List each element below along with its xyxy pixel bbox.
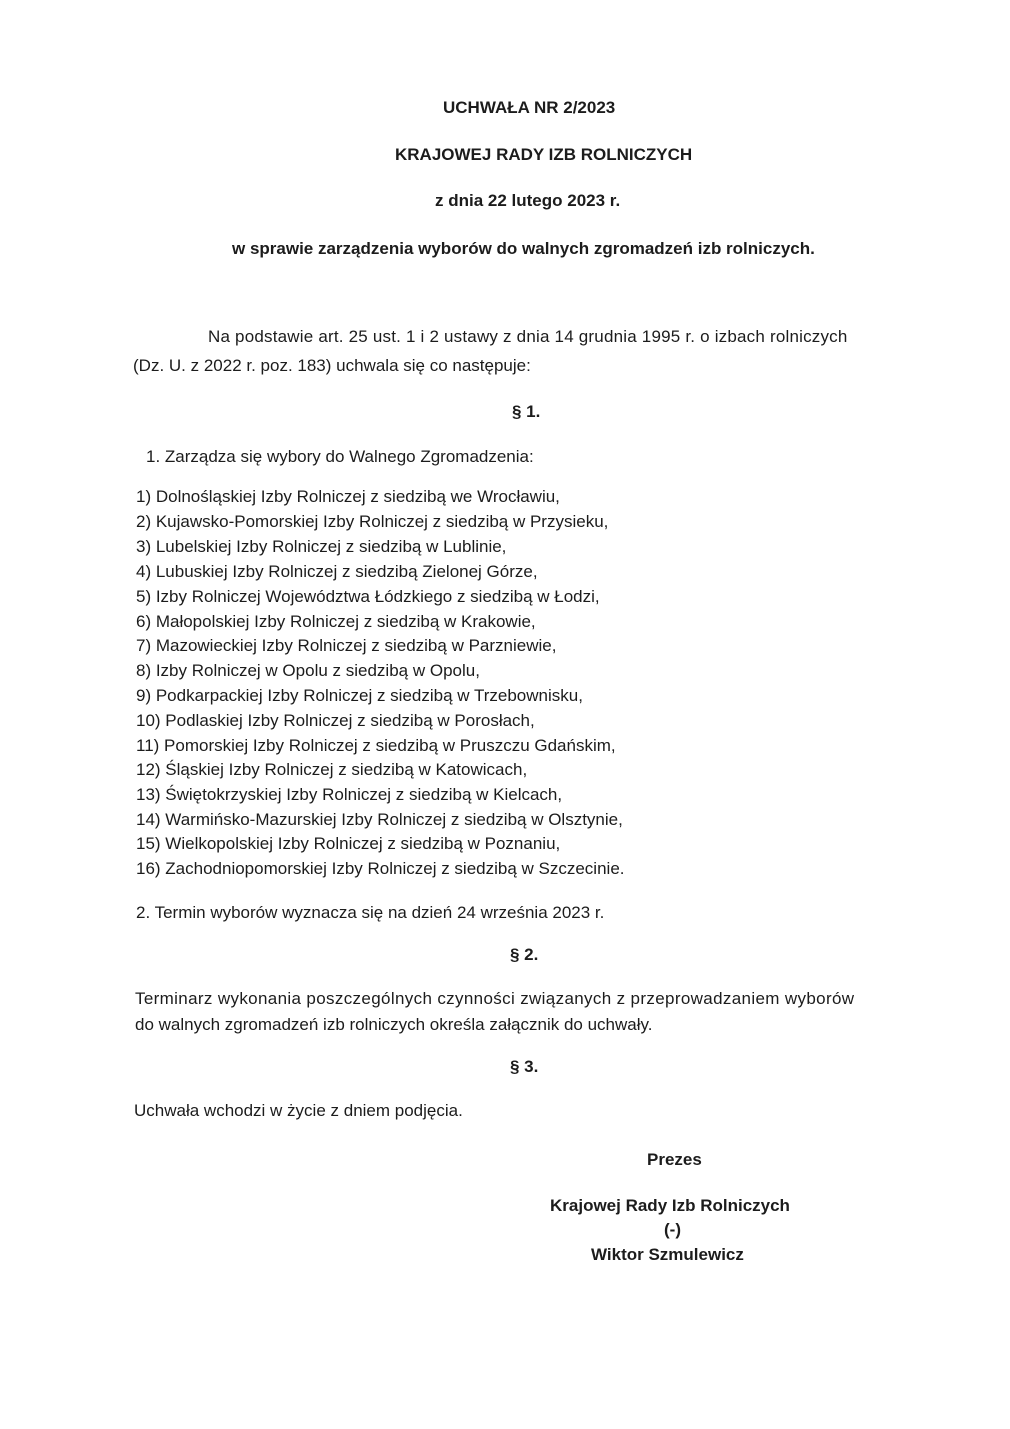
list-item: 16) Zachodniopomorskiej Izby Rolniczej z siedzibą w Szczecinie. <box>136 859 625 878</box>
section-3-text: Uchwała wchodzi w życie z dniem podjęcia. <box>134 1101 463 1120</box>
section-1-point-2: 2. Termin wyborów wyznacza się na dzień 24 września 2023 r. <box>136 903 605 922</box>
list-item: 9) Podkarpackiej Izby Rolniczej z siedzibą w Trzebownisku, <box>136 686 583 705</box>
list-item: 13) Świętokrzyskiej Izby Rolniczej z siedzibą w Kielcach, <box>136 785 563 804</box>
preamble-line-2: (Dz. U. z 2022 r. poz. 183) uchwala się co następuje: <box>133 356 531 375</box>
resolution-title: UCHWAŁA NR 2/2023 <box>443 98 616 117</box>
list-item: 8) Izby Rolniczej w Opolu z siedzibą w Opolu, <box>136 661 480 680</box>
section-3-heading: § 3. <box>510 1057 539 1076</box>
signature-name: Wiktor Szmulewicz <box>591 1245 744 1264</box>
section-1-heading: § 1. <box>512 402 541 421</box>
list-item: 10) Podlaskiej Izby Rolniczej z siedzibą w Porosłach, <box>136 711 535 730</box>
list-item: 1) Dolnośląskiej Izby Rolniczej z siedzibą we Wrocławiu, <box>136 487 560 506</box>
signature-role: Prezes <box>647 1150 702 1169</box>
resolution-date: z dnia 22 lutego 2023 r. <box>435 191 621 210</box>
resolution-subject: w sprawie zarządzenia wyborów do walnych zgromadzeń izb rolniczych. <box>232 239 815 258</box>
section-2-heading: § 2. <box>510 945 539 964</box>
section-1-point-1: 1. Zarządza się wybory do Walnego Zgromadzenia: <box>146 447 534 466</box>
preamble-line-1: Na podstawie art. 25 ust. 1 i 2 ustawy z dnia 14 grudnia 1995 r. o izbach rolniczych <box>208 327 848 346</box>
resolution-issuer: KRAJOWEJ RADY IZB ROLNICZYCH <box>395 145 693 164</box>
list-item: 14) Warmińsko-Mazurskiej Izby Rolniczej z siedzibą w Olsztynie, <box>136 810 623 829</box>
signature-body: Krajowej Rady Izb Rolniczych <box>550 1196 790 1215</box>
section-2-line-2: do walnych zgromadzeń izb rolniczych określa załącznik do uchwały. <box>135 1015 653 1034</box>
list-item: 5) Izby Rolniczej Województwa Łódzkiego z siedzibą w Łodzi, <box>136 587 600 606</box>
list-item: 2) Kujawsko-Pomorskiej Izby Rolniczej z siedzibą w Przysieku, <box>136 512 609 531</box>
list-item: 7) Mazowieckiej Izby Rolniczej z siedzibą w Parzniewie, <box>136 636 557 655</box>
list-item: 12) Śląskiej Izby Rolniczej z siedzibą w Katowicach, <box>136 760 528 779</box>
list-item: 6) Małopolskiej Izby Rolniczej z siedzibą w Krakowie, <box>136 612 536 631</box>
list-item: 15) Wielkopolskiej Izby Rolniczej z siedzibą w Poznaniu, <box>136 834 561 853</box>
list-item: 3) Lubelskiej Izby Rolniczej z siedzibą w Lublinie, <box>136 537 507 556</box>
section-2-line-1: Terminarz wykonania poszczególnych czynności związanych z przeprowadzaniem wyborów <box>135 989 855 1008</box>
signature-mark: (-) <box>664 1220 681 1239</box>
list-item: 4) Lubuskiej Izby Rolniczej z siedzibą Zielonej Górze, <box>136 562 538 581</box>
list-item: 11) Pomorskiej Izby Rolniczej z siedzibą w Pruszczu Gdańskim, <box>136 736 616 755</box>
